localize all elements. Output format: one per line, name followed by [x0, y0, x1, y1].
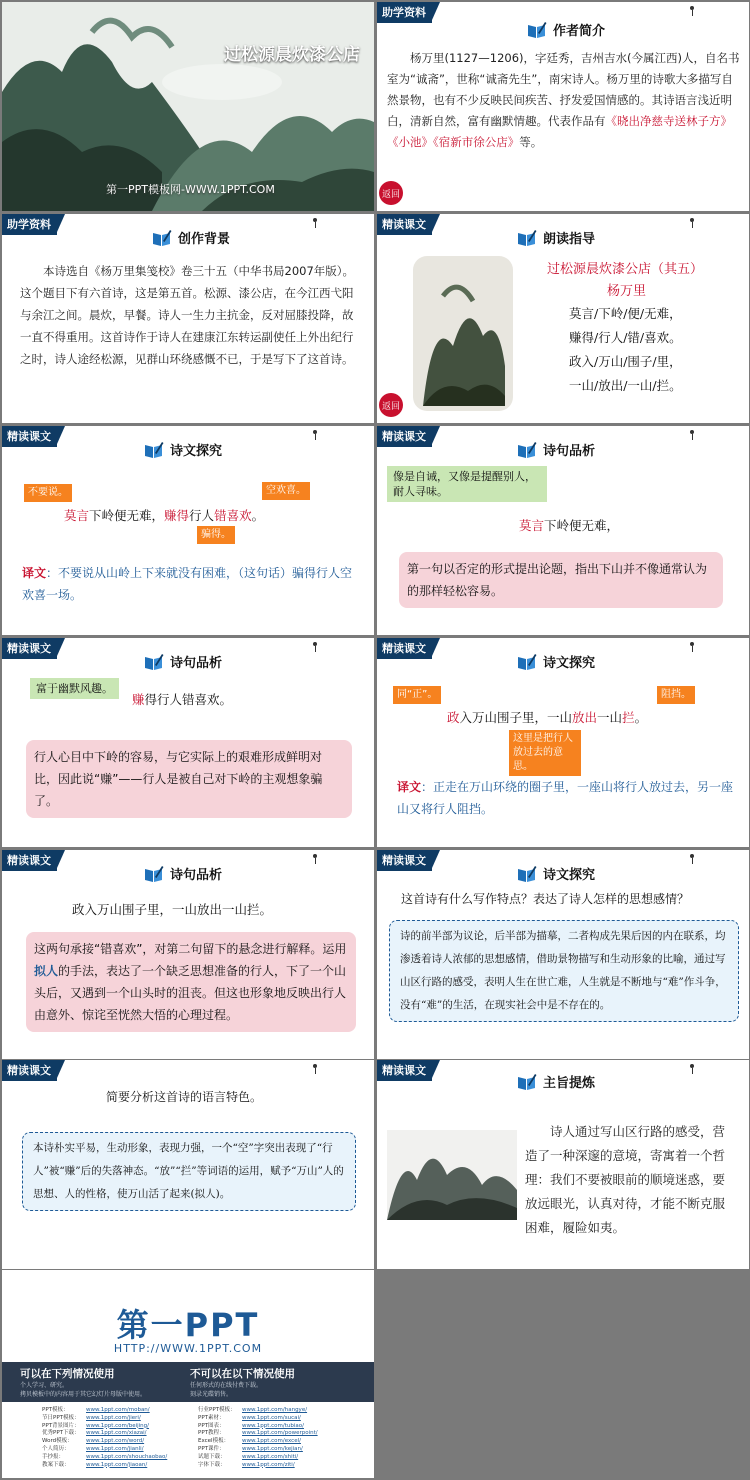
resource-link[interactable]: www.1ppt.com/sucai/ — [242, 1414, 301, 1421]
resource-link-label: PPT图表： — [198, 1422, 225, 1429]
annotation-callout: 同“正”。 — [393, 686, 441, 704]
poem-text: 。 — [251, 508, 265, 523]
cannot-use-list — [190, 1381, 262, 1399]
heading-text: 诗句品析 — [543, 444, 596, 459]
pushpin-icon — [689, 430, 695, 440]
cannot-use-title: 不可以在以下情况使用 — [190, 1368, 295, 1380]
slide-line-analysis-1[interactable] — [377, 426, 749, 635]
pushpin-icon — [312, 1064, 318, 1074]
resource-link[interactable]: www.1ppt.com/shiti/ — [242, 1453, 299, 1460]
answer-box: 诗的前半部为议论，后半部为描摹，二者构成先果后因的内在联系，均渗透着诗人浓郁的思想感情，借助景物描写和生动形象的比喻，通过写山区行路的感受，表明人生在世亡难，人生就是不断地与“难”作斗争，没有“难”的生活，在现实社会中是不存在的。 — [389, 920, 739, 1022]
heading-text: 诗文探究 — [543, 656, 596, 671]
resource-link-label: 个人简历： — [42, 1445, 70, 1452]
translation-label: 译文 — [22, 566, 47, 580]
book-pen-icon — [144, 865, 164, 883]
resource-link-label: PPT素材： — [198, 1414, 225, 1421]
cannot-use-item: 刻录光碟销售。 — [190, 1391, 233, 1398]
analysis-box: 行人心目中下岭的容易，与它实际上的艰难形成鲜明对比，因此说“赚”——行人是被自己对下岭的主观想象骗了。 — [26, 740, 352, 818]
translation-text: ：不要说从山岭上下来就没有困难，（这句话）骗得行人空欢喜一场。 — [22, 566, 353, 602]
poem-line — [447, 708, 647, 726]
word-highlight: 赚 — [132, 692, 145, 707]
book-pen-icon — [144, 441, 164, 459]
section-heading — [144, 652, 222, 671]
analysis-box — [26, 932, 356, 1032]
resource-link-label: PPT课件： — [198, 1445, 225, 1452]
book-pen-icon — [527, 21, 547, 39]
author-paragraph — [387, 48, 741, 153]
pushpin-icon — [689, 218, 695, 228]
word-highlight: 拦 — [622, 710, 635, 725]
resource-link-label: PPT背景图片： — [42, 1422, 80, 1429]
book-pen-icon — [517, 1073, 537, 1091]
resource-link-row — [42, 1462, 167, 1470]
slide-theme[interactable] — [377, 1060, 749, 1269]
pushpin-icon — [312, 854, 318, 864]
resource-link[interactable]: www.1ppt.com/jiaoan/ — [86, 1461, 148, 1468]
section-tag: 助学资料 — [377, 2, 432, 23]
pushpin-icon — [312, 642, 318, 652]
translation — [397, 776, 737, 820]
resource-link-label: 节日PPT模板： — [42, 1414, 80, 1421]
resource-link[interactable]: www.1ppt.com/word/ — [86, 1438, 145, 1445]
pushpin-icon — [312, 430, 318, 440]
resource-link-label: Excel模板： — [198, 1438, 230, 1445]
translation — [22, 562, 362, 606]
can-use-title: 可以在下列情况使用 — [20, 1368, 115, 1380]
brand-url[interactable]: HTTP://WWW.1PPT.COM — [113, 1342, 263, 1355]
links-right — [198, 1407, 318, 1469]
resource-link-label: 手抄报： — [42, 1453, 65, 1460]
section-heading — [152, 228, 230, 247]
resource-link[interactable]: www.1ppt.com/jianli/ — [86, 1445, 144, 1452]
resource-link-row — [42, 1446, 167, 1454]
annotation-callout: 这里是把行人放过去的意思。 — [509, 730, 581, 776]
translation-text: ：正走在万山环绕的圈子里，一座山将行人放过去，另一座山又将行人阻挡。 — [397, 780, 734, 816]
resource-link[interactable]: www.1ppt.com/jieri/ — [86, 1414, 141, 1421]
slide-author-intro[interactable] — [377, 2, 749, 211]
resource-link-row — [42, 1454, 167, 1462]
landscape-painting — [2, 2, 374, 211]
slide-language-features[interactable] — [2, 1060, 374, 1269]
pushpin-icon — [689, 854, 695, 864]
analysis-text: 的手法，表达了一个缺乏思想准备的行人，下了一个山头后，又遇到一个山头时的沮丧。但这也形象地反映出行人由意外、惊诧至恍然大悟的心理过程。 — [34, 964, 347, 1022]
works-text: 《晓出净慈寺送林子方》《小池》《宿新市徐公店》 — [387, 114, 732, 149]
cannot-use-item: 任何形式的在线付费下载。 — [190, 1382, 263, 1389]
poem-line — [132, 690, 232, 708]
theme-paragraph: 诗人通过写山区行路的感受，营造了一种深邃的意境，寄寓着一个哲理：我们不要被眼前的顺境迷惑，要放远眼光，认真对待，才能不断克服困难，履险如夷。 — [525, 1124, 726, 1235]
section-heading — [527, 20, 605, 39]
landscape-painting — [387, 1130, 517, 1220]
resource-link-label: PPT教程： — [198, 1430, 225, 1437]
poem-text: 下岭便无难， — [544, 518, 620, 533]
poem-line: 莫言/下岭/便/无难， — [569, 306, 682, 321]
pushpin-icon — [312, 218, 318, 228]
resource-link-label: 教案下载： — [42, 1461, 70, 1468]
annotation-callout: 不要说。 — [24, 484, 72, 502]
analysis-box: 第一句以否定的形式提出论题，指出下山并不像通常认为的那样轻松容易。 — [399, 552, 723, 608]
resource-link-label: 试题下载： — [198, 1453, 226, 1460]
resource-link-label: 字体下载： — [198, 1461, 226, 1468]
slide-poem-explore-1[interactable] — [2, 426, 374, 635]
poem-line: 政入/万山/围子/里， — [569, 354, 682, 369]
section-tag: 助学资料 — [2, 214, 57, 235]
annotation-callout: 空欢喜。 — [262, 482, 310, 500]
slide-title[interactable] — [2, 2, 374, 211]
heading-text: 主旨提炼 — [543, 1076, 596, 1091]
usage-banner — [2, 1362, 374, 1402]
poem-text: 入万山围子里，一山 — [459, 710, 573, 725]
section-heading — [517, 652, 595, 671]
section-tag: 精读课文 — [2, 850, 57, 871]
resource-link-row — [198, 1446, 318, 1454]
section-heading — [144, 440, 222, 459]
section-tag: 精读课文 — [377, 1060, 432, 1081]
book-pen-icon — [517, 441, 537, 459]
resource-link-row — [42, 1407, 167, 1415]
poem-line — [64, 506, 264, 524]
heading-text: 朗读指导 — [543, 232, 596, 247]
background-paragraph: 本诗选自《杨万里集笺校》卷三十五（中华书局2007年版）。这个题目下有六首诗，这是第五首。松源、漆公店，在今江西弋阳与余江之间。晨炊，早餐。诗人一生力主抗金，反对屈膝投降，故一直不得重用。这首诗作于诗人在建康江东转运副使任上外出纪行之时，诗人途经松源，见群山环绕感慨不已，于是写下了这首诗。 — [20, 264, 355, 366]
poem-text: 得行人错喜欢。 — [144, 692, 233, 707]
section-tag: 精读课文 — [377, 638, 432, 659]
slide-advert[interactable] — [2, 1270, 374, 1478]
resource-link-row — [198, 1462, 318, 1470]
poem-line — [519, 516, 619, 534]
resource-link-label: 行业PPT模板： — [198, 1407, 236, 1413]
resource-link-row — [198, 1454, 318, 1462]
book-pen-icon — [144, 653, 164, 671]
poem-author: 杨万里 — [607, 284, 647, 299]
keyword-highlight: 拟人 — [34, 964, 59, 978]
resource-link[interactable]: www.1ppt.com/moban/ — [86, 1407, 150, 1413]
slide-poem-explore-2[interactable] — [377, 638, 749, 847]
word-highlight: 赚得 — [164, 508, 190, 523]
slide-caption: 第一PPT模板网-WWW.1PPT.COM — [106, 183, 275, 196]
poem-line: 政入万山围子里，一山放出一山拦。 — [72, 902, 273, 917]
can-use-list — [20, 1381, 146, 1399]
book-pen-icon — [517, 865, 537, 883]
pushpin-icon — [689, 6, 695, 16]
translation-label: 译文 — [397, 780, 422, 794]
pushpin-icon — [689, 1064, 695, 1074]
section-heading — [517, 440, 595, 459]
section-tag: 精读课文 — [377, 426, 432, 447]
resource-link[interactable]: www.1ppt.com/hangye/ — [242, 1407, 308, 1413]
landscape-painting — [413, 256, 513, 411]
word-highlight: 政 — [447, 710, 460, 725]
poem-line: 一山/放出/一山/拦。 — [569, 378, 682, 393]
answer-box: 本诗朴实平易，生动形象，表现力强，一个“空”字突出表现了“行人”被“赚”后的失落神态。“放”“拦”等词语的运用，赋予“万山”人的思想、人的性格，使万山活了起来(拟人)。 — [22, 1132, 356, 1211]
resource-link[interactable]: www.1ppt.com/shouchaobao/ — [86, 1453, 168, 1460]
heading-text: 诗文探究 — [170, 444, 223, 459]
heading-text: 诗文探究 — [543, 868, 596, 883]
analysis-text: 这两句承接“错喜欢”，对第二句留下的悬念进行解释。运用 — [34, 942, 347, 956]
brand-logo: 第一PPT — [116, 1306, 260, 1344]
slide-title-text: 过松源晨炊漆公店 — [224, 45, 360, 65]
book-pen-icon — [152, 229, 172, 247]
poem-text: 下岭便无难， — [89, 508, 165, 523]
resource-link-row — [198, 1407, 318, 1415]
resource-link-row — [42, 1415, 167, 1423]
word-highlight: 莫言 — [64, 508, 90, 523]
slide-reading-guide[interactable] — [377, 214, 749, 423]
slide-poem-explore-3[interactable] — [377, 850, 749, 1059]
heading-text: 诗句品析 — [170, 656, 223, 671]
poem-title: 过松源晨炊漆公店（其五） — [547, 262, 704, 277]
section-heading — [517, 864, 595, 883]
annotation-callout: 阻挡。 — [657, 686, 695, 704]
section-tag: 精读课文 — [377, 214, 432, 235]
section-tag: 精读课文 — [2, 1060, 57, 1081]
section-tag: 精读课文 — [2, 426, 57, 447]
question-text: 这首诗有什么写作特点？表达了诗人怎样的思想感情？ — [401, 892, 690, 906]
back-button[interactable]: 返回 — [379, 181, 403, 205]
links-left — [42, 1407, 167, 1469]
author-text: 杨万里(1127—1206)，字廷秀，吉州吉水(今属江西)人，自名书室为“诚斋”，世称“诚斋先生”，南宋诗人。杨万里的诗歌大多描写自然景物，也有不少反映民间疾苦、抒发爱国情感的。其诗语言浅近明白，清新自然，富有幽默情趣。代表作品有 — [387, 51, 740, 128]
resource-link[interactable]: www.1ppt.com/beijing/ — [86, 1422, 150, 1429]
heading-text: 诗句品析 — [170, 868, 223, 883]
book-pen-icon — [517, 653, 537, 671]
slide-background[interactable] — [2, 214, 374, 423]
word-highlight: 放出 — [572, 710, 598, 725]
word-highlight: 错喜欢 — [214, 508, 252, 523]
poem-text: 一山 — [597, 710, 623, 725]
pushpin-icon — [689, 642, 695, 652]
resource-link-label: Word模板： — [42, 1438, 73, 1445]
slide-line-analysis-3[interactable] — [2, 850, 374, 1059]
resource-link[interactable]: www.1ppt.com/excel/ — [242, 1438, 301, 1445]
back-button[interactable]: 返回 — [379, 393, 403, 417]
resource-link[interactable]: www.1ppt.com/tubiao/ — [242, 1422, 304, 1429]
resource-link[interactable]: www.1ppt.com/kejian/ — [242, 1445, 303, 1452]
annotation-callout: 骗得。 — [197, 526, 235, 544]
resource-link-row — [198, 1438, 318, 1446]
resource-link-label: 优秀PPT下载： — [42, 1430, 80, 1437]
can-use-item: 个人学习、研究。 — [20, 1382, 69, 1389]
section-heading — [517, 228, 595, 247]
poem-lines — [569, 302, 682, 398]
resource-link-row — [198, 1415, 318, 1423]
heading-text: 作者简介 — [553, 24, 606, 39]
section-heading — [144, 864, 222, 883]
heading-text: 创作背景 — [178, 232, 231, 247]
resource-link[interactable]: www.1ppt.com/powerpoint/ — [242, 1430, 318, 1437]
poem-line: 赚得/行人/错/喜欢。 — [569, 330, 682, 345]
poem-text: 行人 — [189, 508, 215, 523]
resource-link-row — [42, 1438, 167, 1446]
annotation-green: 像是自诫，又像是提醒别人，耐人寻味。 — [387, 466, 547, 502]
poem-text: 。 — [634, 710, 648, 725]
word-highlight: 莫言 — [519, 518, 545, 533]
can-use-item: 拷贝模板中的内容用于其它幻灯片母版中使用。 — [20, 1391, 147, 1398]
book-pen-icon — [517, 229, 537, 247]
resource-link[interactable]: www.1ppt.com/ziti/ — [242, 1461, 295, 1468]
author-text-end: 等。 — [519, 135, 543, 149]
resource-link-label: PPT模板： — [42, 1407, 69, 1413]
slide-line-analysis-2[interactable] — [2, 638, 374, 847]
question-text: 简要分析这首诗的语言特色。 — [106, 1090, 263, 1104]
section-tag: 精读课文 — [377, 850, 432, 871]
resource-link[interactable]: www.1ppt.com/xiazai/ — [86, 1430, 147, 1437]
section-heading — [517, 1072, 595, 1091]
section-tag: 精读课文 — [2, 638, 57, 659]
annotation-green: 富于幽默风趣。 — [30, 678, 119, 699]
